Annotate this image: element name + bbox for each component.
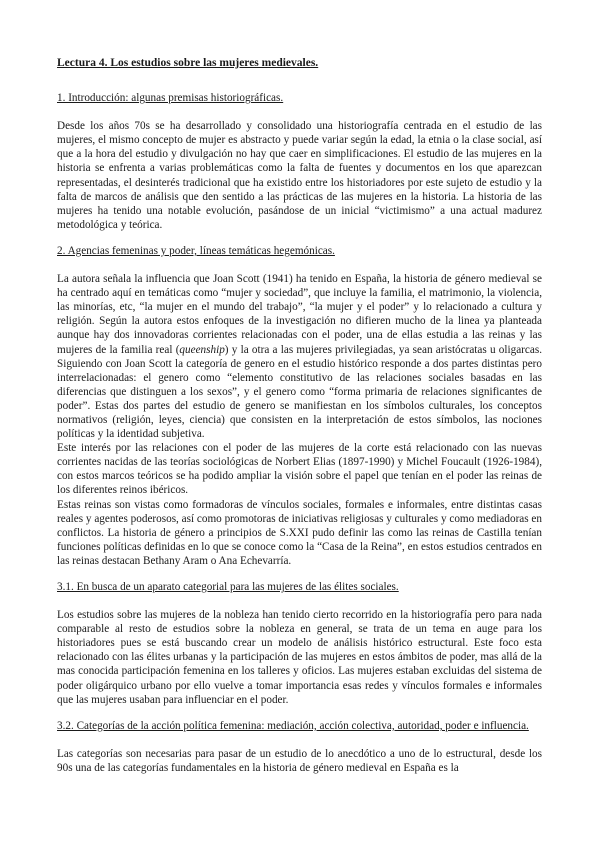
section-3-2-paragraph-1: Las categorías son necesarias para pasar de un estudio de lo anecdótico a uno de lo estructural, desde los 90s una de las categorías fundamentales en la historia de género medieval en España es la (57, 747, 542, 774)
section-2-paragraph-1 (57, 272, 542, 441)
queenship-term: queenship (179, 343, 225, 356)
document-title: Lectura 4. Los estudios sobre las mujeres medievales. (57, 57, 319, 69)
section-1-paragraph-1: Desde los años 70s se ha desarrollado y consolidado una historiografía centrada en el estudio de las mujeres, el mismo concepto de mujer es abstracto y puede variar según la edad, la etnia o la clase social, así que a la hora del estudio y divulgación no hay que caer en simplificaciones. El estudio de las mujeres en la historia se enfrenta a varias problemáticas como la falta de fuentes y documentos en los que aparezcan representadas, el desinterés tradicional que ha existido entre los historiadores por este sujeto de estudio y la falta de marcos de análisis que den sentido a las prácticas de las mujeres en la historia. La historia de las mujeres ha tenido una notable evolución, pasándose de un inicial “victimismo” a una actual madurez metodológica y teórica. (57, 120, 542, 231)
section-2-paragraph-3: Estas reinas son vistas como formadoras de vínculos sociales, formales e informales, entre distintas casas reales y agentes poderosos, así como promotoras de iniciativas religiosas y culturales y como mediadoras en conflictos. La historia de género a principios de S.XXI pudo definir las como las reinas de Castilla tenían funciones políticas definidas en lo que se conoce como la “Casa de la Reina”, en estos estudios centrados en las reinas destacan Bethany Aram o Ana Echevarría. (57, 498, 542, 567)
section-heading-3-1: 3.1. En busca de un aparato categorial para las mujeres de las élites sociales. (57, 581, 399, 593)
section-heading-3-2: 3.2. Categorías de la acción política femenina: mediación, acción colectiva, autoridad, poder e influencia. (57, 719, 529, 732)
section-2-paragraph-2: Este interés por las relaciones con el poder de las mujeres de la corte está relacionado con las nuevas corrientes nacidas de las teorías sociológicas de Norbert Elias (1897-1990) y Michel Foucault (1926-1984), con estos marcos teóricos se ha podido ampliar la visión sobre el papel que tenían en el poder las reinas de los diferentes reinos ibéricos. (57, 442, 542, 497)
section-3-1-paragraph-1: Los estudios sobre las mujeres de la nobleza han tenido cierto recorrido en la historiografía pero para nada comparable al resto de estudios sobre la nobleza en general, se trata de un tema en auge para los historiadores pues se está buscando crear un modelo de análisis histórico estructural. Este foco esta relacionado con las élites urbanas y la participación de las mujeres en estos ámbitos de poder, mas allá de la mas conocida participación femenina en los talleres y oficios. Las mujeres estaban excluidas del sistema de poder oligárquico urbano por ello vuelve a tomar importancia esas redes y vínculos formales e informales que las mujeres usaban para influenciar en el poder. (57, 609, 542, 706)
section-heading-1: 1. Introducción: algunas premisas historiográficas. (57, 92, 284, 105)
document-page (57, 52, 542, 775)
section-2-paragraph-1-part-a: La autora señala la influencia que Joan Scott (1941) ha tenido en España, la historia de género medieval se ha centrado aquí en temáticas como “mujer y sociedad”, que incluye la familia, el matrimonio, la violencia, las minorías, etc, “la mujer en el mundo del trabajo”, “la mujer y el poder” y lo relacionado a cultura y religión. Según la autora estos enfoques de la investigación no difieren mucho de la linea ya planteada aunque hay dos innovadoras corrientes relacionadas con el poder, una de ellas estudia a las reinas y las mujeres de la familia real ( (57, 273, 542, 356)
section-2-paragraph-1-part-b: ) y la otra a las mujeres privilegiadas, ya sean aristócratas u oligarcas. Siguiendo con Joan Scott la categoría de genero en el estudio histórico responde a dos partes distintas pero interrelacionadas: el genero como “elemento constitutivo de las relaciones sociales basadas en las diferencias que distinguen a los sexos”, y el genero como “forma primaria de relaciones significantes de poder”. Estas dos partes del estudio de genero se manifiestan en los símbolos culturales, los conceptos normativos (religión, leyes, ciencia) que consisten en la interpretación de estos símbolos, las nociones políticas y la identidad subjetiva. (57, 343, 542, 441)
section-heading-2: 2. Agencias femeninas y poder, líneas temáticas hegemónicas. (57, 244, 335, 257)
